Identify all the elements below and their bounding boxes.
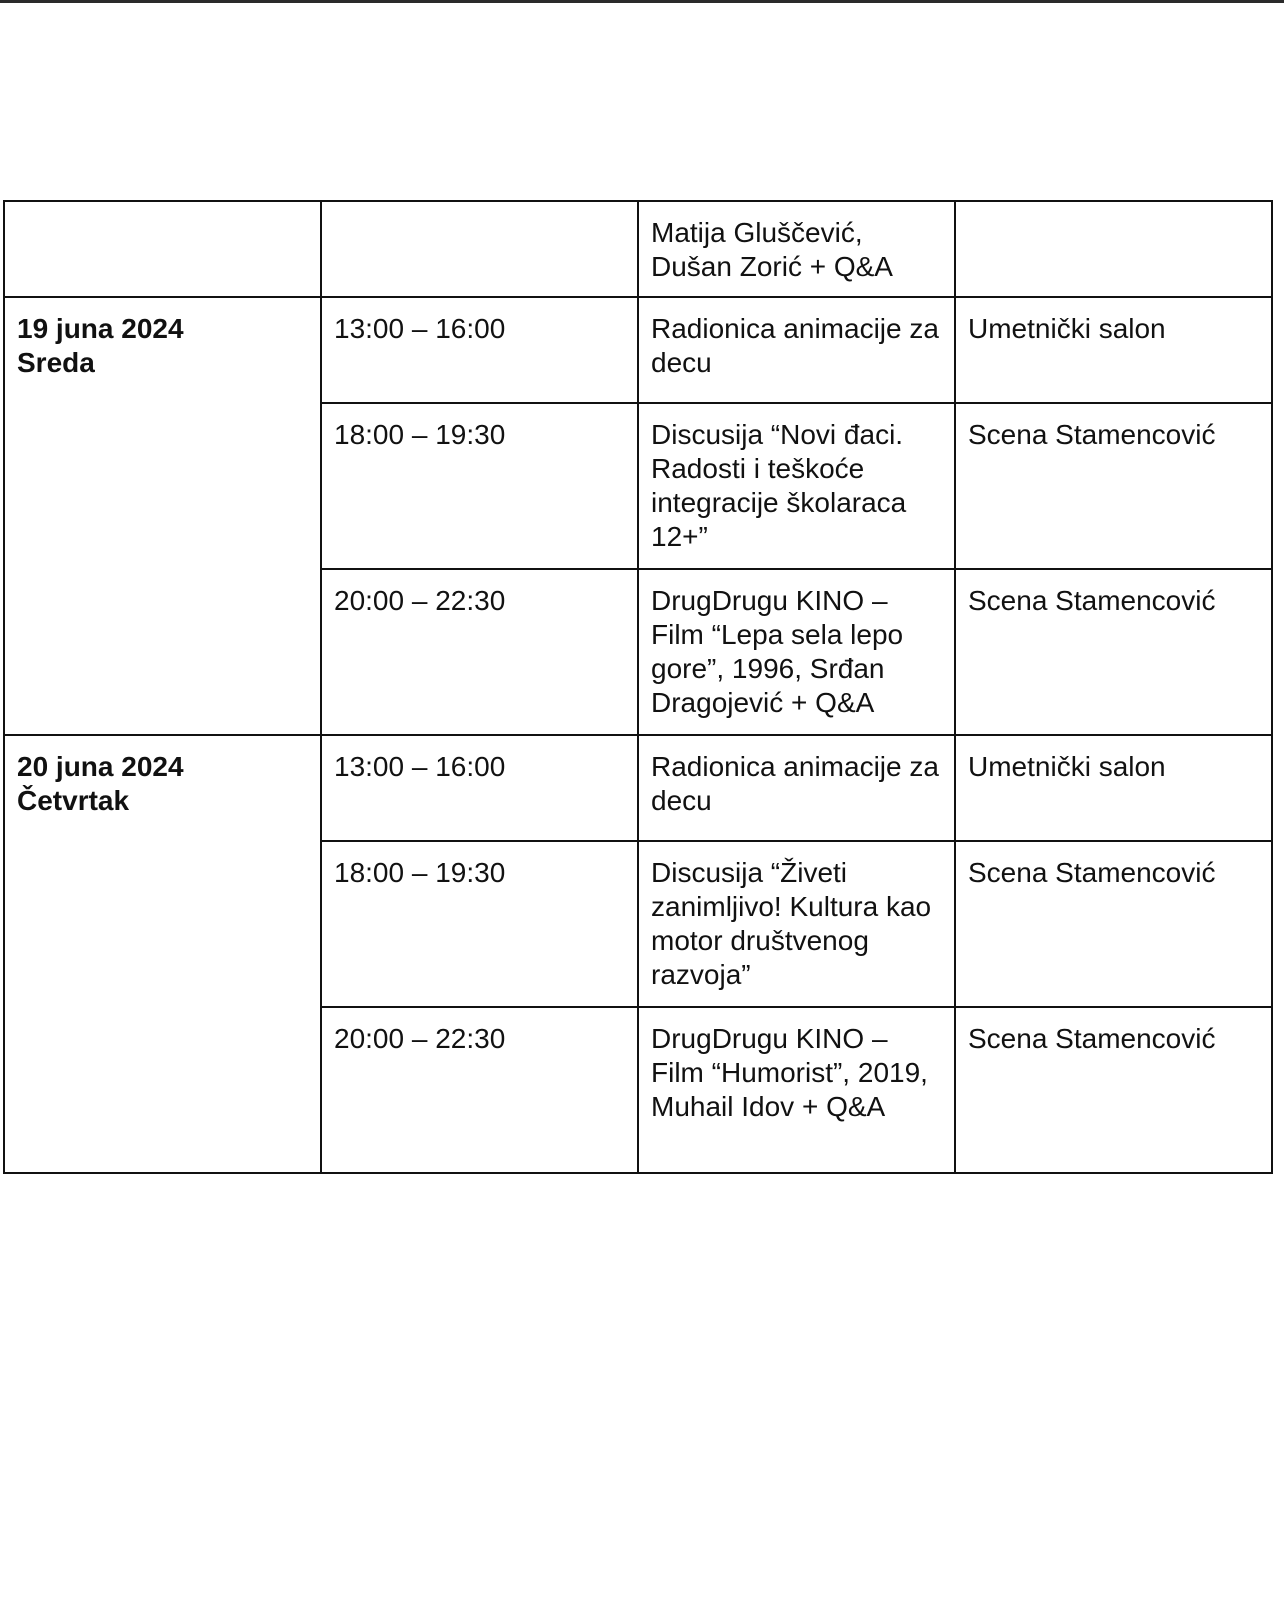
venue-cell: Scena Stamencović (955, 841, 1272, 1007)
event-cell: DrugDrugu KINO – Film “Lepa sela lepo gore”, 1996, Srđan Dragojević + Q&A (638, 569, 955, 735)
weekday-label: Sreda (17, 347, 95, 378)
event-cell: Discusija “Živeti zanimljivo! Kultura kao motor društvenog razvoja” (638, 841, 955, 1007)
venue-cell: Umetnički salon (955, 735, 1272, 841)
time-cell: 20:00 – 22:30 (321, 1007, 638, 1173)
date-cell (4, 297, 321, 735)
table-row (4, 735, 1272, 841)
time-cell: 13:00 – 16:00 (321, 735, 638, 841)
event-cell: Discusija “Novi đaci. Radosti i teškoće integracije školaraca 12+” (638, 403, 955, 569)
date-label: 19 juna 2024 (17, 313, 184, 344)
event-cell: Radionica animacije za decu (638, 735, 955, 841)
event-cell: DrugDrugu KINO – Film “Humorist”, 2019, Muhail Idov + Q&A (638, 1007, 955, 1173)
table-row (4, 297, 1272, 403)
time-cell: 18:00 – 19:30 (321, 403, 638, 569)
weekday-label: Četvrtak (17, 785, 130, 816)
venue-cell: Scena Stamencović (955, 569, 1272, 735)
venue-cell: Scena Stamencović (955, 403, 1272, 569)
time-cell: 18:00 – 19:30 (321, 841, 638, 1007)
date-cell (4, 735, 321, 1173)
venue-cell: Umetnički salon (955, 297, 1272, 403)
event-cell: Matija Gluščević, Dušan Zorić + Q&A (638, 201, 955, 297)
time-cell (321, 201, 638, 297)
venue-cell (955, 201, 1272, 297)
date-cell (4, 201, 321, 297)
date-label: 20 juna 2024 (17, 751, 184, 782)
schedule-table (3, 200, 1273, 1174)
venue-cell: Scena Stamencović (955, 1007, 1272, 1173)
top-border-line (0, 0, 1284, 3)
event-cell: Radionica animacije za decu (638, 297, 955, 403)
table-row (4, 201, 1272, 297)
time-cell: 20:00 – 22:30 (321, 569, 638, 735)
time-cell: 13:00 – 16:00 (321, 297, 638, 403)
